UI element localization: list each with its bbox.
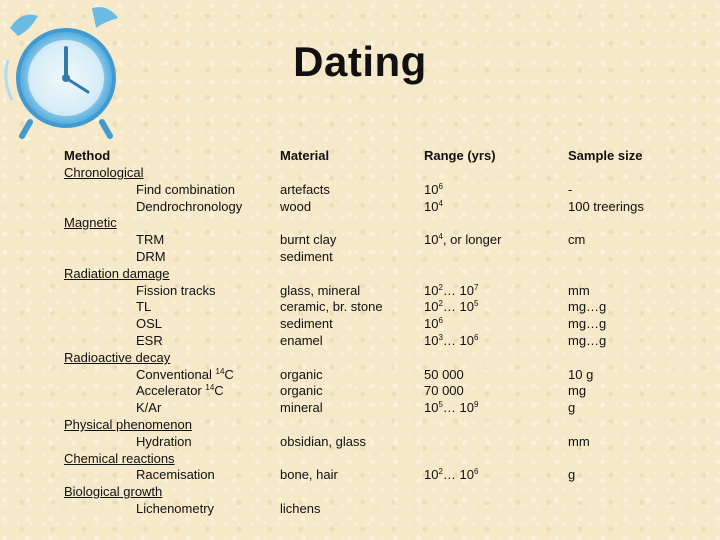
method-lichenometry: Lichenometry (136, 501, 215, 516)
header-sample-size: Sample size (568, 148, 643, 163)
material-ceramic: ceramic, br. stone (280, 299, 383, 314)
method-trm: TRM (136, 232, 165, 247)
method-dendrochronology: Dendrochronology (136, 199, 243, 214)
category-radioactive-decay: Radioactive decay (64, 350, 171, 365)
material-organic-conventional: organic (280, 367, 323, 382)
method-esr: ESR (136, 333, 163, 348)
material-obsidian-glass: obsidian, glass (280, 434, 366, 449)
sample-k-ar: g (568, 400, 576, 415)
material-sediment-osl: sediment (280, 316, 333, 331)
range-fission-tracks: $10^2\dots$ $10^7$ (424, 283, 479, 298)
material-mineral: mineral (280, 400, 323, 415)
material-burnt-clay: burnt clay (280, 232, 337, 247)
method-label: Accelerator (136, 383, 206, 398)
element-symbol: C (224, 367, 234, 382)
material-sediment: sediment (280, 249, 333, 264)
sample-dendrochronology: 100 treerings (568, 199, 644, 214)
sample-conventional-c14: 10 g (568, 367, 594, 382)
sample-trm: cm (568, 232, 586, 247)
range-tl: $10^2\dots$ $10^5$ (424, 299, 479, 314)
range-find-combination: $10^6$ (424, 182, 443, 197)
method-hydration: Hydration (136, 434, 192, 449)
method-fission-tracks: Fission tracks (136, 283, 216, 298)
range-esr: $10^3\dots$ $10^6$ (424, 333, 479, 348)
header-method: Method (64, 148, 111, 163)
range-conventional-c14: 50 000 (424, 367, 464, 382)
page-title: Dating (293, 38, 427, 85)
material-artefacts: artefacts (280, 182, 330, 197)
range-trm: $10^4$, or longer (424, 232, 502, 247)
category-radiation-damage: Radiation damage (64, 266, 170, 281)
method-label: Conventional (136, 367, 216, 382)
isotope-superscript: 14 (215, 367, 225, 376)
sample-osl: mg…g (568, 316, 607, 331)
range-racemisation: $10^2\dots$ $10^6$ (424, 467, 479, 482)
material-organic-accelerator: organic (280, 383, 323, 398)
sample-esr: mg…g (568, 333, 607, 348)
method-conventional-c14 (136, 367, 234, 383)
category-biological-growth: Biological growth (64, 484, 163, 499)
element-symbol: C (214, 383, 224, 398)
range-dendrochronology: $10^4$ (424, 199, 443, 214)
material-wood: wood (280, 199, 312, 214)
sample-fission-tracks: mm (568, 283, 590, 298)
method-k-ar: K/Ar (136, 400, 162, 415)
material-enamel: enamel (280, 333, 323, 348)
isotope-superscript: 14 (205, 383, 215, 392)
material-glass-mineral: glass, mineral (280, 283, 361, 298)
sample-tl: mg…g (568, 299, 607, 314)
header-range: Range (yrs) (424, 148, 496, 163)
method-racemisation: Racemisation (136, 467, 215, 482)
method-osl: OSL (136, 316, 163, 331)
material-lichens: lichens (280, 501, 321, 516)
header-material: Material (280, 148, 330, 163)
category-chemical-reactions: Chemical reactions (64, 451, 175, 466)
range-osl: $10^6$ (424, 316, 443, 331)
material-bone-hair: bone, hair (280, 467, 338, 482)
sample-hydration: mm (568, 434, 590, 449)
sample-find-combination: - (568, 182, 573, 197)
method-drm: DRM (136, 249, 166, 264)
sample-accelerator-c14: mg (568, 383, 587, 398)
category-magnetic: Magnetic (64, 215, 117, 230)
method-accelerator-c14 (136, 383, 224, 399)
category-chronological: Chronological (64, 165, 144, 180)
method-tl: TL (136, 299, 152, 314)
category-physical-phenomenon: Physical phenomenon (64, 417, 192, 432)
range-k-ar: $10^5\dots$ $10^9$ (424, 400, 479, 415)
sample-racemisation: g (568, 467, 576, 482)
range-accelerator-c14: 70 000 (424, 383, 464, 398)
method-find-combination: Find combination (136, 182, 235, 197)
